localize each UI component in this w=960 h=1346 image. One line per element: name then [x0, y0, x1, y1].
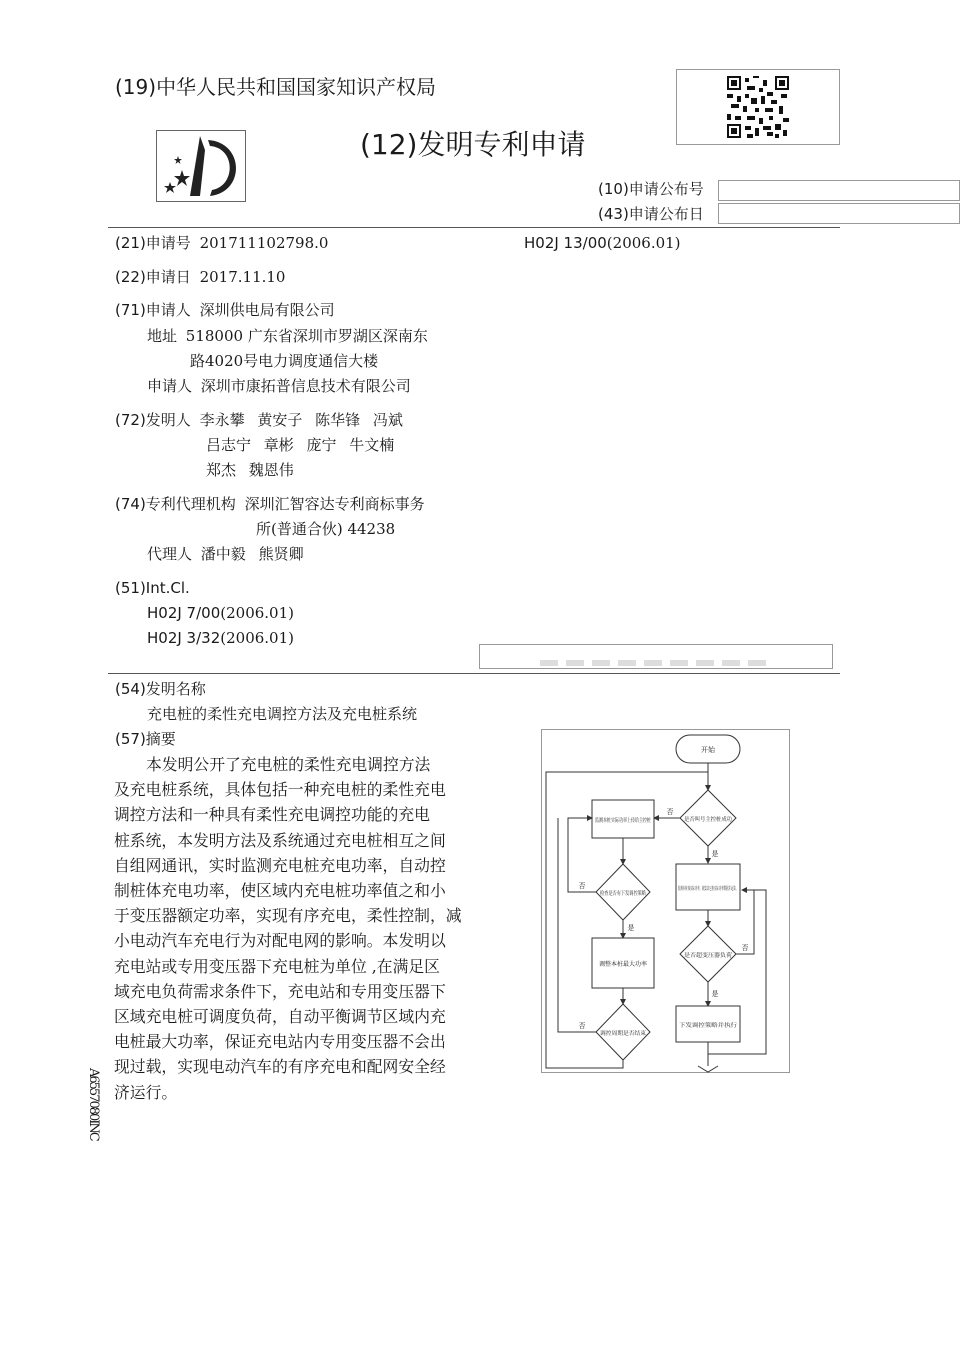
- agency-line1: 深圳汇智容达专利商标事务: [244, 495, 425, 513]
- qr-code-box: [676, 69, 840, 145]
- flow-yes-label: 是: [711, 990, 719, 998]
- header-divider: [108, 227, 840, 228]
- intcl-2: H02J 3/32(2006.01): [147, 629, 294, 647]
- abstract-figure: [541, 729, 804, 1073]
- flow-monitor-upload-label: 监测本桩实际功率上传给主控桩: [595, 818, 673, 824]
- flow-no-label: 否: [578, 882, 586, 890]
- abstract-line: 本发明公开了充电桩的柔性充电调控方法: [146, 755, 431, 774]
- abstract-body: [114, 752, 464, 1105]
- abstract-line: 制桩体充电功率，使区域内充电桩功率值之和小: [114, 881, 446, 901]
- pub-date-label: (43)申请公布日: [598, 205, 704, 223]
- field-app-no: (21)申请号 201711102798.0: [115, 234, 329, 252]
- agents: 潘中毅 熊贤卿: [200, 545, 304, 563]
- qr-code-icon: [727, 76, 789, 138]
- flow-master-monitor-label: 监测本桩体实际功率，收集其它桩实际功率数据并运算。: [678, 886, 804, 892]
- abstract-line: 调控方法和一种具有柔性充电调控功能的充电: [114, 805, 430, 825]
- document-type: [360, 128, 586, 162]
- side-publication-code: A6557080INC: [86, 1068, 101, 1140]
- pub-date-value-box: [718, 203, 960, 224]
- intcl-1: H02J 7/00(2006.01): [147, 604, 294, 622]
- inventors-line3: 郑杰 魏恩伟: [206, 461, 294, 479]
- abstract-line: 济运行。: [114, 1082, 178, 1102]
- pub-no-label: (10)申请公布号: [598, 180, 704, 198]
- flow-no-label: 否: [578, 1022, 586, 1030]
- abstract-line: 小电动汽车充电行为对配电网的影响。本发明以: [114, 931, 446, 951]
- section-divider: [108, 673, 840, 674]
- field-inventors: (72)发明人 李永攀 黄安子 陈华锋 冯斌: [115, 411, 403, 429]
- office-header: [115, 74, 436, 100]
- claims-info-box: [479, 644, 833, 669]
- abstract-line: 自组网通讯，实时监测充电桩充电功率，自动控: [114, 855, 446, 875]
- pub-no-value-box: [718, 180, 960, 201]
- flow-yes-label: 是: [627, 924, 635, 932]
- app-date-value: 2017.11.10: [199, 268, 286, 286]
- inventors-line1: 李永攀 黄安子 陈华锋 冯斌: [199, 411, 403, 429]
- field-ipc-right: H02J 13/00(2006.01): [524, 234, 681, 252]
- flow-transformer-label: 是否超变压器负荷: [684, 953, 729, 959]
- abstract-line: 现过载，实现电动汽车的有序充电和配网安全经: [114, 1057, 446, 1077]
- office-code: (19): [115, 75, 157, 99]
- pub-no-value: [719, 182, 723, 200]
- field-app-date: (22)申请日 2017.11.10: [115, 268, 286, 286]
- address-line1: 518000 广东省深圳市罗湖区深南东: [185, 327, 428, 345]
- applicant2: 深圳市康拓普信息技术有限公司: [200, 377, 411, 395]
- abstract-line: 于变压器额定功率，实现有序充电，柔性控制，减: [114, 906, 462, 926]
- flow-yes-label: 是: [711, 850, 719, 858]
- field-applicant: (71)申请人 深圳供电局有限公司: [115, 301, 335, 319]
- doc-type-name: 发明专利申请: [417, 128, 586, 161]
- title-heading: (54)发明名称: [115, 680, 206, 698]
- invention-title: 充电桩的柔性充电调控方法及充电桩系统: [147, 705, 418, 723]
- field-address: 地址 518000 广东省深圳市罗湖区深南东: [147, 327, 428, 345]
- abstract-heading: (57)摘要: [115, 730, 176, 748]
- flow-adjust-label: 调整本桩最大功率: [598, 961, 648, 968]
- inventors-line2: 吕志宁 章彬 庞宁 牛文楠: [206, 436, 395, 454]
- flow-decide-master-label: 是否叫号主控桩成功: [684, 817, 734, 823]
- field-agency: (74)专利代理机构 深圳汇智容达专利商标事务: [115, 495, 425, 513]
- address-line2: 路4020号电力调度通信大楼: [190, 352, 379, 370]
- abstract-line: 充电站或专用变压器下充电桩为单位 ,在满足区: [114, 956, 440, 976]
- cnipa-logo-icon: [156, 130, 246, 202]
- office-name: 中华人民共和国国家知识产权局: [156, 75, 437, 99]
- pub-date-value: [719, 205, 723, 223]
- flowchart: [542, 730, 804, 1072]
- flow-check-strategy-label: 检查是否有下发调控策略: [600, 891, 661, 897]
- agency-line2: 所(普通合伙) 44238: [256, 520, 396, 538]
- field-intcl: (51)Int.Cl.: [115, 579, 190, 597]
- abstract-line: 及充电桩系统，具体包括一种充电桩的柔性充电: [114, 780, 446, 800]
- abstract-line: 电桩最大功率，保证充电站内专用变压器不会出: [114, 1032, 446, 1052]
- abstract-line: 桩系统，本发明方法及系统通过充电桩相互之间: [114, 830, 446, 850]
- app-no-value: 201711102798.0: [199, 234, 329, 252]
- abstract-line: 域充电负荷需求条件下，充电站和专用变压器下: [114, 981, 446, 1001]
- flow-issue-label: 下发调控策略并执行: [679, 1023, 729, 1029]
- flow-cycle-end-label: 调控周期是否结束: [600, 1031, 645, 1037]
- flow-no-label: 否: [741, 944, 749, 952]
- field-agents: 代理人 潘中毅 熊贤卿: [147, 545, 304, 563]
- flow-no-label: 否: [666, 808, 674, 816]
- claims-info-faded: [540, 660, 770, 666]
- field-applicant2: 申请人 深圳市康拓普信息技术有限公司: [147, 377, 411, 395]
- flow-start-label: 开始: [701, 746, 715, 754]
- doc-type-code: (12): [360, 128, 418, 161]
- abstract-line: 区域充电桩可调度负荷，自动平衡调节区域内充: [114, 1007, 446, 1027]
- applicant1: 深圳供电局有限公司: [199, 301, 335, 319]
